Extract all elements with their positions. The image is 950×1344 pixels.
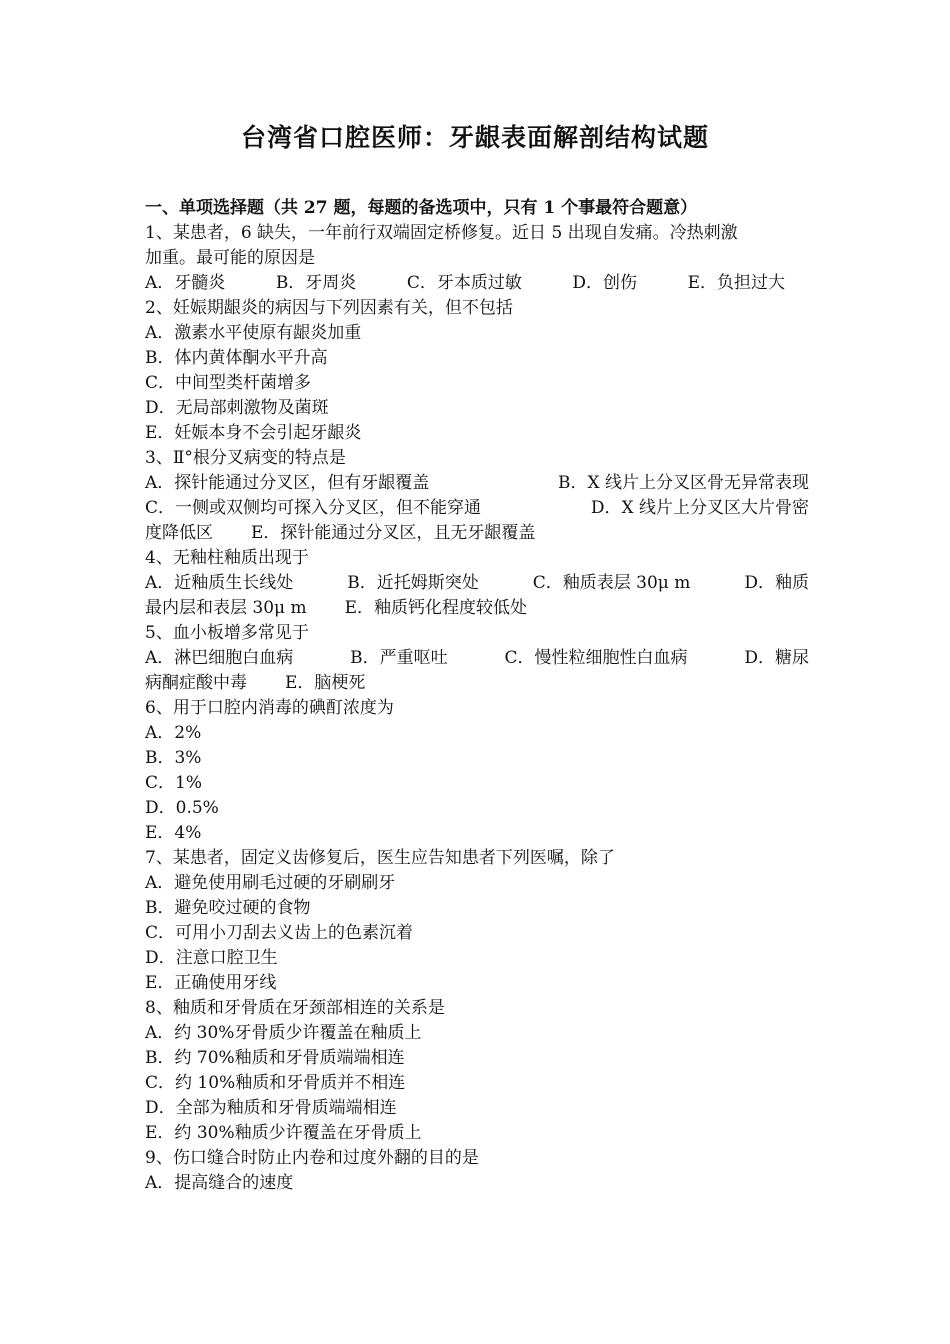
question-3-option-e: E．探针能通过分叉区，且无牙龈覆盖 [251, 523, 536, 543]
question-7-option-b: B．避免咬过硬的食物 [145, 898, 311, 918]
question-1-option-d: D．创伤 [572, 273, 638, 293]
question-5-option-b: B．严重呕吐 [350, 648, 448, 668]
question-5-options-row-2 [145, 671, 809, 696]
question-8-option-c: C．约 10%釉质和牙骨质并不相连 [145, 1073, 406, 1093]
question-3-option-d-continued: 度降低区 [145, 523, 213, 543]
question-4-stem: 4、无釉柱釉质出现于 [145, 548, 309, 568]
question-1-option-e: E．负担过大 [687, 273, 785, 293]
section-header: 一、单项选择题（共 27 题，每题的备选项中，只有 1 个事最符合题意） [145, 198, 698, 218]
question-9-option-a: A．提高缝合的速度 [145, 1173, 294, 1193]
question-3-option-a: A．探针能通过分叉区，但有牙龈覆盖 [145, 473, 430, 493]
question-4-options-row-1 [145, 571, 809, 596]
question-5-option-d: D．糖尿 [744, 648, 809, 668]
question-2-stem: 2、妊娠期龈炎的病因与下列因素有关，但不包括 [145, 298, 513, 318]
question-2-option-e: E．妊娠本身不会引起牙龈炎 [145, 423, 362, 443]
question-5-option-a: A．淋巴细胞白血病 [145, 648, 294, 668]
document-title: 台湾省口腔医师：牙龈表面解剖结构试题 [240, 123, 709, 152]
question-1-stem-line-2: 加重。最可能的原因是 [145, 248, 315, 268]
question-7-option-d: D．注意口腔卫生 [145, 948, 278, 968]
question-7-option-c: C．可用小刀刮去义齿上的色素沉着 [145, 923, 414, 943]
question-1-options [145, 271, 785, 296]
question-4-option-d-continued: 最内层和表层 30μ m [145, 598, 307, 618]
question-8-option-e: E．约 30%釉质少许覆盖在牙骨质上 [145, 1123, 422, 1143]
question-8-option-d: D．全部为釉质和牙骨质端端相连 [145, 1098, 397, 1118]
document-body [145, 196, 809, 1196]
question-8-option-b: B．约 70%釉质和牙骨质端端相连 [145, 1048, 405, 1068]
question-2-option-b: B．体内黄体酮水平升高 [145, 348, 328, 368]
question-2-option-a: A．激素水平使原有龈炎加重 [145, 323, 362, 343]
question-1-stem-line-1: 1、某患者，6 缺失，一年前行双端固定桥修复。近日 5 出现自发痛。冷热刺激 [145, 223, 738, 243]
question-9-stem: 9、伤口缝合时防止内卷和过度外翻的目的是 [145, 1148, 479, 1168]
question-3-options-row-1 [145, 471, 809, 496]
question-3-options-row-3 [145, 521, 809, 546]
question-3-option-c: C．一侧或双侧均可探入分叉区，但不能穿通 [145, 498, 482, 518]
question-5-options-row-1 [145, 646, 809, 671]
question-6-option-a: A．2% [145, 723, 202, 743]
question-8-stem: 8、釉质和牙骨质在牙颈部相连的关系是 [145, 998, 445, 1018]
question-5-option-e: E．脑梗死 [285, 673, 366, 693]
question-7-option-a: A．避免使用刷毛过硬的牙刷刷牙 [145, 873, 396, 893]
question-5-option-c: C．慢性粒细胞性白血病 [504, 648, 688, 668]
question-7-option-e: E．正确使用牙线 [145, 973, 277, 993]
question-8-option-a: A．约 30%牙骨质少许覆盖在釉质上 [145, 1023, 422, 1043]
question-6-stem: 6、用于口腔内消毒的碘酊浓度为 [145, 698, 394, 718]
question-3-option-d: D．X 线片上分叉区大片骨密 [590, 498, 809, 518]
question-4-option-d: D．釉质 [744, 573, 809, 593]
question-4-options-row-2 [145, 596, 809, 621]
question-4-option-b: B．近托姆斯突处 [347, 573, 479, 593]
question-7-stem: 7、某患者，固定义齿修复后，医生应告知患者下列医嘱，除了 [145, 848, 615, 868]
question-2-option-c: C．中间型类杆菌增多 [145, 373, 312, 393]
question-4-option-c: C．釉质表层 30μ m [532, 573, 691, 593]
question-6-option-b: B．3% [145, 748, 202, 768]
question-4-option-a: A．近釉质生长线处 [145, 573, 294, 593]
question-3-stem: 3、Ⅱ°根分叉病变的特点是 [145, 448, 346, 468]
question-6-option-c: C．1% [145, 773, 202, 793]
question-6-option-d: D．0.5% [145, 798, 219, 818]
question-5-stem: 5、血小板增多常见于 [145, 623, 309, 643]
question-2-option-d: D．无局部刺激物及菌斑 [145, 398, 329, 418]
question-5-option-d-continued: 病酮症酸中毒 [145, 673, 247, 693]
question-1-option-c: C．牙本质过敏 [406, 273, 522, 293]
question-3-option-b: B．X 线片上分叉区骨无异常表现 [558, 473, 809, 493]
question-6-option-e: E．4% [145, 823, 202, 843]
question-4-option-e: E．釉质钙化程度较低处 [344, 598, 528, 618]
question-1-option-b: B．牙周炎 [275, 273, 357, 293]
question-1-option-a: A．牙髓炎 [145, 273, 226, 293]
question-3-options-row-2 [145, 496, 809, 521]
